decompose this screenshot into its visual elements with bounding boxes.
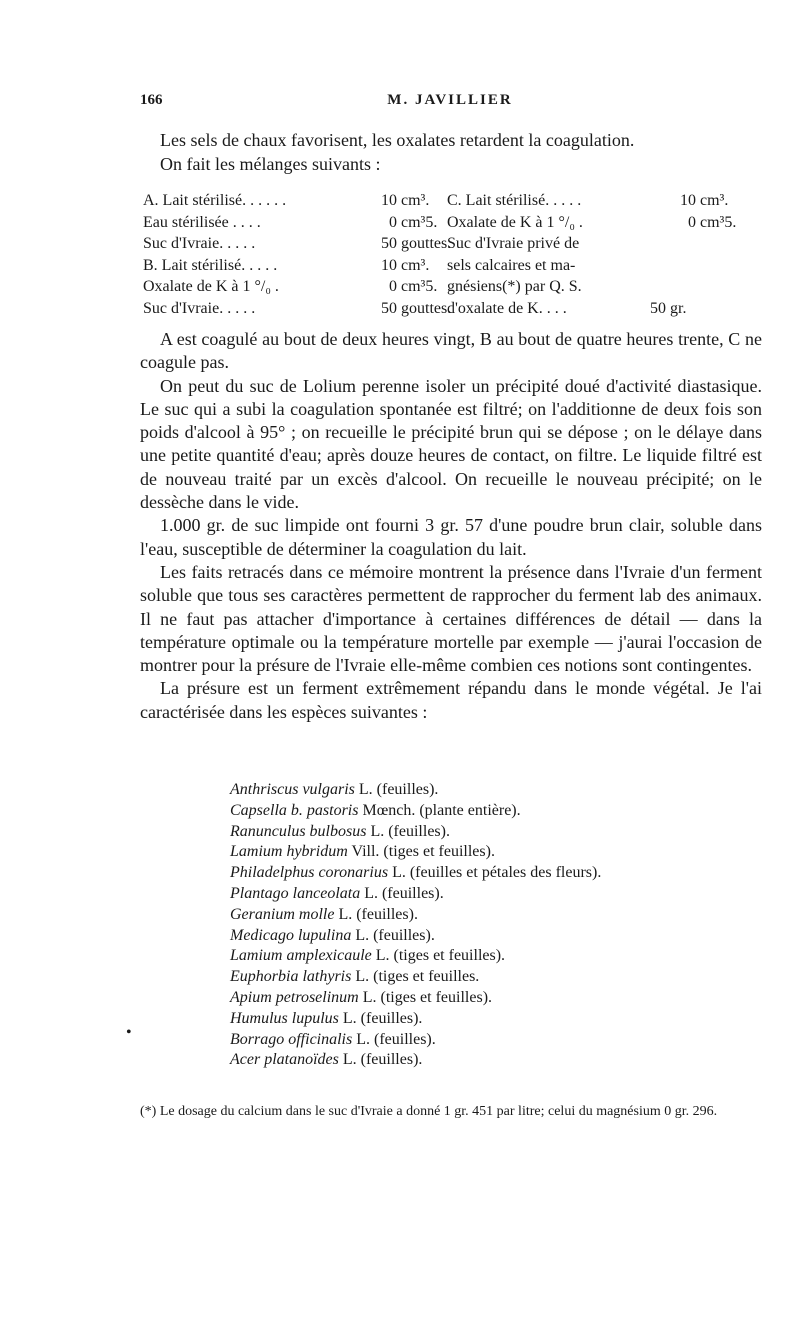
- table-row-value: 10 cm³.: [381, 256, 430, 274]
- table-row-label: sels calcaires et ma-: [447, 256, 576, 274]
- table-row-label: A. Lait stérilisé. . . . . .: [143, 192, 287, 209]
- species-name: Borrago officinalis: [230, 1030, 353, 1048]
- intro-line-2: On fait les mélanges suivants :: [160, 154, 381, 174]
- footnote: (*) Le dosage du calcium dans le suc d'Ivraie a donné 1 gr. 451 par litre; celui du magnésium 0 gr. 296.: [140, 1104, 718, 1119]
- list-item: [230, 905, 601, 926]
- species-detail: L. (tiges et feuilles).: [371, 947, 506, 965]
- table-row-value: 10 cm³.: [680, 192, 729, 209]
- species-name: Euphorbia lathyris: [230, 968, 352, 986]
- table-row-label: C. Lait stérilisé. . . . .: [447, 192, 582, 209]
- paragraph: A est coagulé au bout de deux heures vingt, B au bout de quatre heures trente, C ne coagule pas.: [140, 329, 762, 373]
- species-detail: Vill. (tiges et feuilles).: [347, 843, 495, 861]
- species-detail: L. (tiges et feuilles.: [351, 968, 480, 986]
- table-row: [143, 212, 463, 234]
- list-item: [230, 967, 601, 988]
- species-detail: L. (feuilles).: [366, 822, 450, 840]
- species-name: Lamium hybridum: [230, 843, 348, 861]
- table-row-value: 0 cm³5.: [389, 213, 438, 231]
- species-name: Plantago lanceolata: [230, 884, 361, 902]
- species-list: [230, 780, 601, 1071]
- page-number: 166: [140, 92, 163, 108]
- species-name: Capsella b. pastoris: [230, 801, 359, 819]
- margin-dot-mark: •: [126, 1024, 132, 1041]
- species-detail: L. (feuilles).: [351, 926, 435, 944]
- paragraph: On peut du suc de Lolium perenne isoler un précipité doué d'activité diastasique. Le suc qui a subi la coagulation spontanée est filtré; on l'additionne de deux fois son poids d'alcool à 95° ; on recueille le précipité brun qui se dépose ; on le délaye dans une petite quantité d'eau; après douze heures de contact, on filtre. Le liquide filtré est de nouveau traité par un excès d'alcool. On recueille le nouveau précipité; on le dessèche dans le vide.: [140, 375, 762, 513]
- body-text: [140, 328, 762, 724]
- table-row: [143, 298, 463, 320]
- intro-line-1: Les sels de chaux favorisent, les oxalates retardent la coagulation.: [160, 130, 635, 150]
- species-name: Humulus lupulus: [230, 1009, 339, 1027]
- table-row-value: 50 gouttes.: [381, 299, 452, 317]
- table-row-value: 10 cm³.: [381, 192, 430, 209]
- list-item: [230, 801, 601, 822]
- table-row: [143, 255, 463, 277]
- table-row-label: Suc d'Ivraie. . . . .: [143, 299, 256, 317]
- species-detail: L. (feuilles).: [360, 884, 444, 902]
- table-row: [447, 255, 762, 277]
- table-row: [143, 190, 463, 212]
- table-row: [143, 276, 463, 298]
- table-row-label: Suc d'Ivraie privé de: [447, 235, 580, 252]
- species-detail: L. (feuilles).: [338, 1051, 423, 1069]
- table-row-label: gnésiens(*) par Q. S.: [447, 278, 582, 295]
- table-row-value: 50 gr.: [650, 299, 687, 317]
- table-row: [447, 190, 762, 212]
- species-name: Philadelphus coronarius: [230, 864, 389, 882]
- list-item: [230, 1050, 601, 1071]
- table-row: [447, 298, 762, 320]
- table-row-label: d'oxalate de K. . . .: [447, 299, 567, 317]
- species-name: Acer platanoïdes: [230, 1051, 339, 1069]
- list-item: [230, 884, 601, 905]
- species-name: Medicago lupulina: [230, 926, 352, 944]
- species-detail: L. (feuilles).: [352, 1030, 436, 1048]
- mixtures-table-right: [447, 190, 762, 319]
- table-row-value: 0 cm³5.: [688, 213, 737, 231]
- species-detail: L. (tiges et feuilles).: [358, 988, 493, 1006]
- list-item: [230, 842, 601, 863]
- table-row-value: 0 cm³5.: [389, 278, 438, 295]
- mixtures-table-left: [143, 190, 463, 319]
- species-name: Geranium molle: [230, 905, 335, 923]
- species-detail: L. (feuilles et pétales des fleurs).: [388, 864, 602, 882]
- table-row-label: Suc d'Ivraie. . . . .: [143, 235, 256, 252]
- table-row-label: B. Lait stérilisé. . . . .: [143, 256, 278, 274]
- list-item: [230, 863, 601, 884]
- list-item: [230, 988, 601, 1009]
- table-row-label: Eau stérilisée . . . .: [143, 213, 261, 231]
- table-row: [447, 233, 762, 255]
- table-row-value: 50 gouttes.: [381, 235, 452, 252]
- list-item: [230, 822, 601, 843]
- list-item: [230, 780, 601, 801]
- table-row-label: Oxalate de K à 1 °/₀ .: [447, 213, 583, 231]
- table-row: [447, 212, 762, 234]
- species-name: Ranunculus bulbosus: [230, 822, 367, 840]
- table-row: [143, 233, 463, 255]
- list-item: [230, 1030, 601, 1051]
- table-row: [447, 276, 762, 298]
- species-name: Lamium amplexicaule: [230, 947, 372, 965]
- species-detail: Mœnch. (plante entière).: [358, 801, 521, 819]
- list-item: [230, 946, 601, 967]
- running-head-author: M. JAVILLIER: [387, 92, 513, 108]
- table-row-label: Oxalate de K à 1 °/₀ .: [143, 278, 279, 295]
- list-item: [230, 926, 601, 947]
- species-name: Apium petroselinum: [230, 988, 359, 1006]
- species-detail: L. (feuilles).: [354, 781, 439, 798]
- species-name: Anthriscus vulgaris: [230, 781, 355, 798]
- page-header: [140, 92, 760, 112]
- paragraph: Les faits retracés dans ce mémoire montrent la présence dans l'Ivraie d'un ferment soluble que tous ses caractères permettent de rapprocher du ferment lab des animaux. Il ne faut pas attacher d'importance à certaines différences de détail — dans la température optimale ou la température mortelle par exemple — j'aurai l'occasion de montrer pour la présure de l'Ivraie elle-même combien ces notions sont contingentes.: [140, 561, 762, 676]
- paragraph: 1.000 gr. de suc limpide ont fourni 3 gr. 57 d'une poudre brun clair, soluble dans l'eau, susceptible de déterminer la coagulation du lait.: [140, 515, 762, 559]
- species-detail: L. (feuilles).: [338, 1009, 423, 1027]
- species-detail: L. (feuilles).: [334, 905, 418, 923]
- list-item: [230, 1009, 601, 1030]
- paragraph: La présure est un ferment extrêmement répandu dans le monde végétal. Je l'ai caractérisée dans les espèces suivantes :: [140, 678, 762, 722]
